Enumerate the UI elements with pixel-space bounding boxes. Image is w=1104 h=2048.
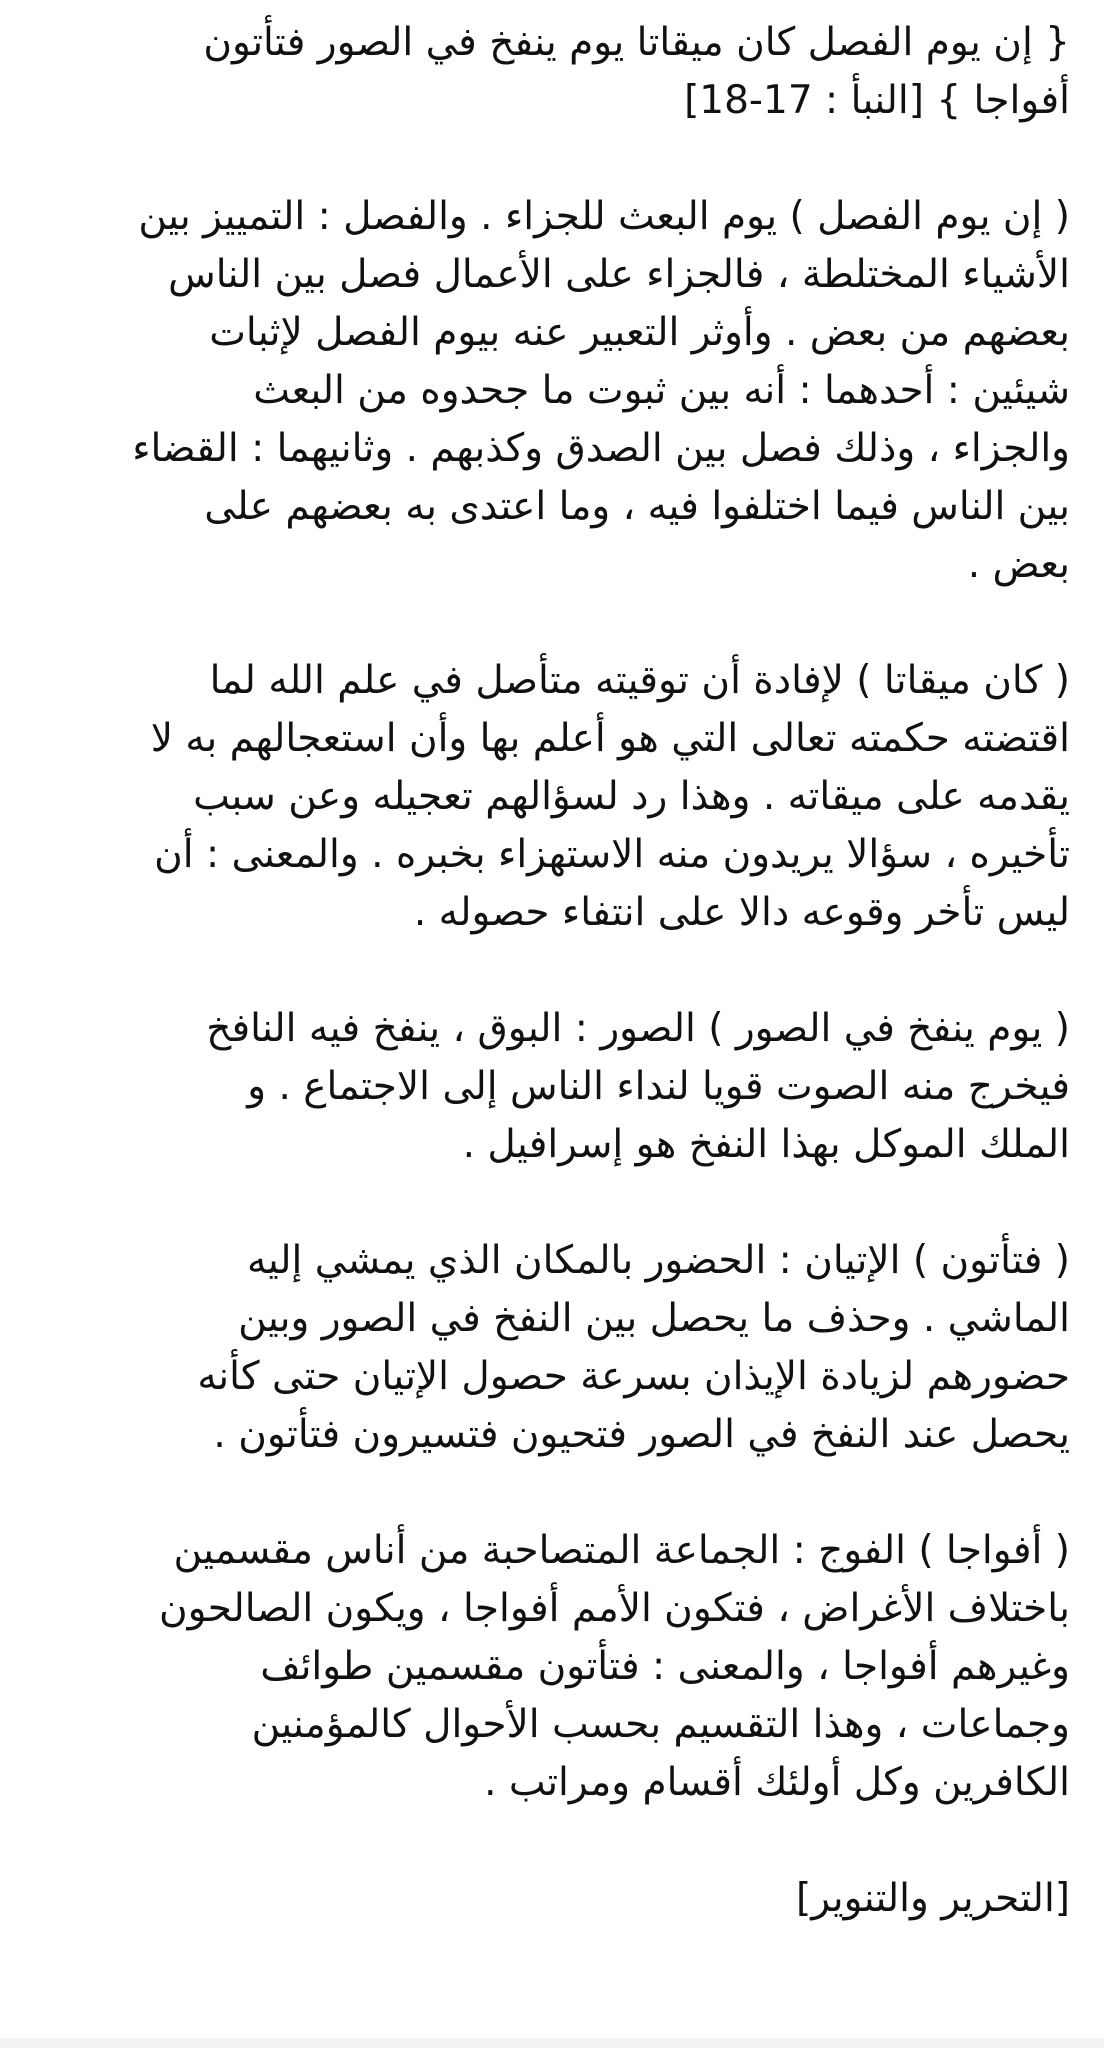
paragraph-al-sur: ( يوم ينفخ في الصور ) الصور : البوق ، ينفخ فيه النافخ فيخرج منه الصوت قويا لنداء الناس إلى الاجتماع . و الملك الموكل بهذا النفخ هو إسرافيل . — [206, 1006, 1070, 1167]
source-reference: [التحرير والتنوير] — [796, 1876, 1070, 1921]
bottom-divider — [0, 2038, 1104, 2048]
paragraph-afwaja: ( أفواجا ) الفوج : الجماعة المتصاحبة من أناس مقسمين باختلاف الأغراض ، فتكون الأمم أفواجا ، ويكون الصالحون وغيرهم أفواجا ، والمعنى : فتأتون مقسمين طوائف وجماعات ، وهذا التقسيم بحسب الأحوال كالمؤمنين الكافرين وكل أولئك أقسام ومراتب . — [158, 1528, 1070, 1805]
paragraph-yawm-al-fasl: ( إن يوم الفصل ) يوم البعث للجزاء . والفصل : التمييز بين الأشياء المختلطة ، فالجزاء على الأعمال فصل بين الناس بعضهم من بعض . وأوثر التعبير عنه بيوم الفصل لإثبات شيئين : أحدهما : أنه بين ثبوت ما جحدوه من البعث والجزاء ، وذلك فصل بين الصدق وكذبهم . وثانيهما : القضاء بين الناس فيما اختلفوا فيه ، وما اعتدى به بعضهم على بعض . — [132, 194, 1070, 587]
paragraph-miqata: ( كان ميقاتا ) لإفادة أن توقيته متأصل في علم الله لما اقتضته حكمته تعالى التي هو أعلم بها وأن استعجالهم به لا يقدمه على ميقاته . وهذا رد لسؤالهم تعجيله وعن سبب تأخيره ، سؤالا يريدون منه الاستهزاء بخبره . والمعنى : أن ليس تأخر وقوعه دالا على انتفاء حصوله . — [150, 658, 1070, 935]
verse-citation: { إن يوم الفصل كان ميقاتا يوم ينفخ في الصور فتأتون أفواجا } [النبأ : 17-18] — [203, 20, 1070, 123]
paragraph-fata-tun: ( فتأتون ) الإتيان : الحضور بالمكان الذي يمشي إليه الماشي . وحذف ما يحصل بين النفخ في الصور وبين حضورهم لزيادة الإيذان بسرعة حصول الإتيان حتى كأنه يحصل عند النفخ في الصور فتحيون فتسيرون فتأتون . — [197, 1238, 1070, 1457]
